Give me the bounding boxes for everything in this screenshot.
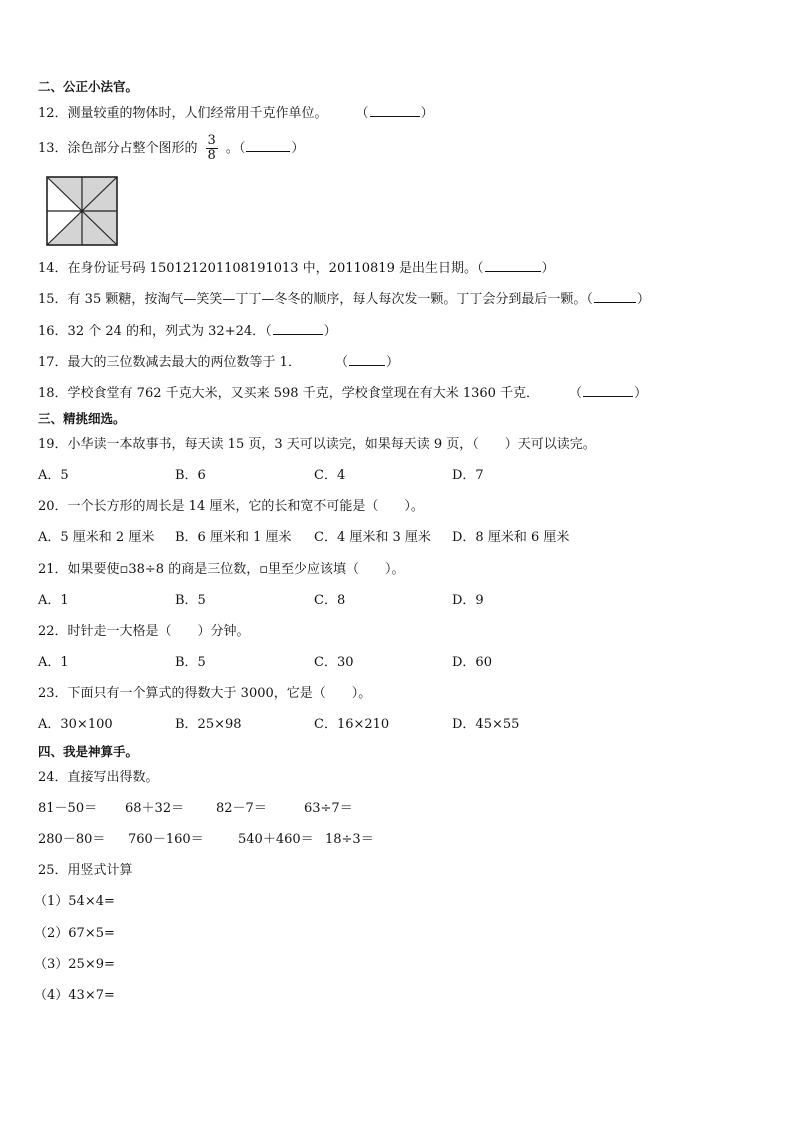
choice-c[interactable]: C．30 xyxy=(314,655,354,670)
question-21: 21．如果要使▫38÷8 的商是三位数，▫里至少应该填（ ）。 xyxy=(38,562,405,577)
vertical-calc-item-2: （2）67×5= xyxy=(34,926,115,941)
vertical-calc-item-3: （3）25×9= xyxy=(34,957,115,972)
question-14: 14．在身份证号码 150121201108191013 中，20110819 是出生日期。（ ） xyxy=(38,261,555,276)
calc-item: 280－80＝ xyxy=(38,832,106,847)
choice-c[interactable]: C．16×210 xyxy=(314,717,390,732)
section-heading-4: 四、我是神算手。 xyxy=(38,744,139,759)
calc-item: 63÷7＝ xyxy=(304,801,353,816)
choice-a[interactable]: A．5 xyxy=(38,468,69,483)
section-heading-2: 二、公正小法官。 xyxy=(38,79,139,94)
question-20: 20．一个长方形的周长是 14 厘米，它的长和宽不可能是（ ）。 xyxy=(38,499,424,514)
choice-d[interactable]: D．60 xyxy=(452,655,492,670)
choice-b[interactable]: B．6 xyxy=(175,468,206,483)
calc-item: 68＋32＝ xyxy=(125,801,185,816)
shaded-square-figure xyxy=(46,176,118,246)
fraction: $\frac{3}{8}$ xyxy=(207,133,216,163)
question-22: 22．时针走一大格是（ ）分钟。 xyxy=(38,624,250,639)
question-24: 24．直接写出得数。 xyxy=(38,770,159,785)
answer-blank[interactable] xyxy=(246,139,290,152)
question-17: 17．最大的三位数减去最大的两位数等于 1． （ ） xyxy=(38,355,399,370)
calc-item: 18÷3＝ xyxy=(325,832,374,847)
answer-blank[interactable] xyxy=(370,104,420,117)
calc-item: 81－50＝ xyxy=(38,801,98,816)
answer-blank[interactable] xyxy=(485,259,541,272)
section-heading-3: 三、精挑细选。 xyxy=(38,411,126,426)
question-25: 25．用竖式计算 xyxy=(38,863,133,878)
question-18: 18．学校食堂有 762 千克大米，又买来 598 千克，学校食堂现在有大米 1360 千克． （ ） xyxy=(38,386,648,401)
choice-a[interactable]: A．5 厘米和 2 厘米 xyxy=(38,530,155,545)
question-19: 19．小华读一本故事书，每天读 15 页，3 天可以读完，如果每天读 9 页，（ ）天可以读完。 xyxy=(38,437,596,452)
question-15: 15．有 35 颗糖，按淘气—笑笑—丁丁—冬冬的顺序，每人每次发一颗。丁丁会分到最后一颗。（ ） xyxy=(38,292,650,307)
calc-item: 540＋460＝ xyxy=(238,832,314,847)
question-13: 13．涂色部分占整个图形的 $\frac{3}{8}$ 。（ ） xyxy=(38,133,305,163)
question-12-text: 12．测量较重的物体时，人们经常用千克作单位。 xyxy=(38,106,328,121)
choice-d[interactable]: D．7 xyxy=(452,468,484,483)
choice-d[interactable]: D．8 厘米和 6 厘米 xyxy=(452,530,570,545)
question-12: 12．测量较重的物体时，人们经常用千克作单位。 （ ） xyxy=(38,106,434,121)
question-16: 16．32 个 24 的和，列式为 32+24．（ ） xyxy=(38,324,337,339)
choice-b[interactable]: B．5 xyxy=(175,593,206,608)
choice-c[interactable]: C．4 厘米和 3 厘米 xyxy=(314,530,431,545)
choice-b[interactable]: B．25×98 xyxy=(175,717,242,732)
choice-d[interactable]: D．9 xyxy=(452,593,484,608)
calc-item: 82－7＝ xyxy=(216,801,267,816)
answer-blank[interactable] xyxy=(273,322,323,335)
choice-a[interactable]: A．1 xyxy=(38,593,69,608)
calc-item: 760－160＝ xyxy=(128,832,204,847)
choice-c[interactable]: C．8 xyxy=(314,593,346,608)
choice-c[interactable]: C．4 xyxy=(314,468,346,483)
choice-a[interactable]: A．30×100 xyxy=(38,717,113,732)
answer-blank[interactable] xyxy=(594,290,636,303)
answer-blank[interactable] xyxy=(349,353,385,366)
question-23: 23．下面只有一个算式的得数大于 3000，它是（ ）。 xyxy=(38,686,372,701)
choice-b[interactable]: B．5 xyxy=(175,655,206,670)
choice-d[interactable]: D．45×55 xyxy=(452,717,520,732)
answer-blank[interactable] xyxy=(583,384,633,397)
vertical-calc-item-1: （1）54×4= xyxy=(34,894,115,909)
vertical-calc-item-4: （4）43×7= xyxy=(34,988,115,1003)
choice-b[interactable]: B．6 厘米和 1 厘米 xyxy=(175,530,292,545)
choice-a[interactable]: A．1 xyxy=(38,655,69,670)
